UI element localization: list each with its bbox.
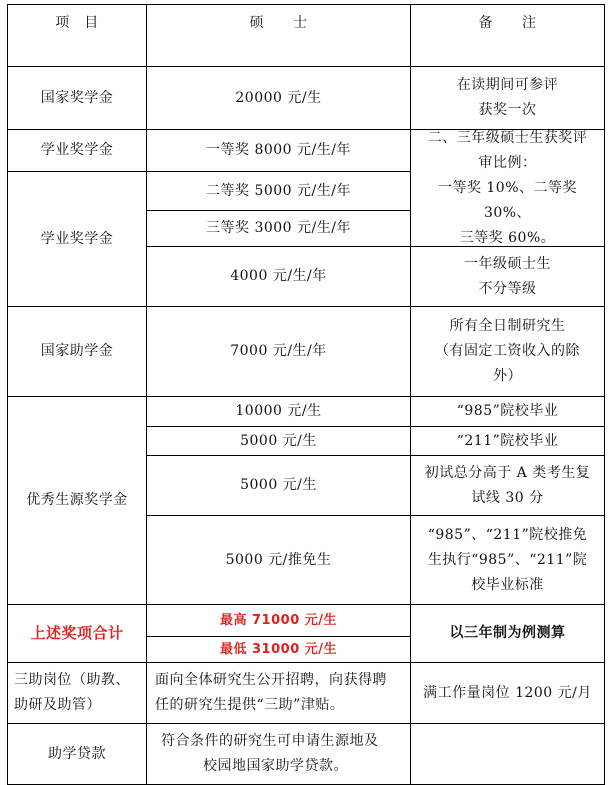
excellent-985-remark: “985”院校毕业 xyxy=(456,403,559,419)
three-assist-desc: 面向全体研究生公开招聘，向获得聘 任的研究生提供“三助”津贴。 xyxy=(155,672,387,713)
total-remark: 以三年制为例测算 xyxy=(449,625,566,641)
total-min: 最低 31000 元/生 xyxy=(219,642,338,657)
loan-desc: 符合条件的研究生可申请生源地及 校园地国家助学贷款。 xyxy=(161,733,379,774)
three-assist-name: 三助岗位（助教、 助研及助管） xyxy=(14,672,130,713)
three-assist-remark: 满工作量岗位 1200 元/月 xyxy=(423,684,592,701)
academic-third-prize-amount: 三等奖 3000 元/生/年 xyxy=(206,220,351,236)
academic-first-year-remark: 一年级硕士生 不分等级 xyxy=(464,255,551,297)
national-scholarship-amount: 20000 元/生 xyxy=(235,89,322,106)
national-grant-remark: 所有全日制研究生 （有固定工资收入的除 外） xyxy=(435,318,580,384)
loan-remark xyxy=(411,724,604,784)
table-border-right xyxy=(604,4,605,785)
national-scholarship-name: 国家奖学金 xyxy=(40,89,114,106)
excellent-score-amount: 5000 元/生 xyxy=(240,477,317,493)
academic-ratio-remark: 二、三年级硕士生获奖评 审比例： 一等奖 10%、二等奖 30%、 三等奖 60%。 xyxy=(427,129,588,246)
total-max: 最高 71000 元/生 xyxy=(219,613,338,628)
excellent-211-amount: 5000 元/生 xyxy=(240,432,317,449)
academic-second-prize-amount: 二等奖 5000 元/生/年 xyxy=(206,182,351,199)
excellent-recommend-remark: “985”、“211”院校推免 生执行“985”、“211”院 校毕业标准 xyxy=(427,526,588,593)
header-master: 硕 士 xyxy=(249,14,308,31)
national-grant-amount: 7000 元/生/年 xyxy=(230,343,327,359)
header-item: 项 目 xyxy=(55,14,99,31)
excellent-211-remark: “211”院校毕业 xyxy=(456,432,559,449)
header-remark: 备 注 xyxy=(478,14,537,31)
loan-name: 助学贷款 xyxy=(48,745,106,762)
excellent-score-remark: 初试总分高于 A 类考生复 试线 30 分 xyxy=(424,464,591,506)
academic-scholarship-name-1: 学业奖学金 xyxy=(40,142,114,158)
academic-scholarship-name-2: 学业奖学金 xyxy=(40,230,114,247)
excellent-source-name: 优秀生源奖学金 xyxy=(26,492,128,508)
national-scholarship-remark: 在读期间可参评 获奖一次 xyxy=(456,77,559,118)
academic-first-prize-amount: 一等奖 8000 元/生/年 xyxy=(206,142,351,158)
excellent-recommend-amount: 5000 元/推免生 xyxy=(225,551,332,568)
national-grant-name: 国家助学金 xyxy=(40,343,114,359)
excellent-985-amount: 10000 元/生 xyxy=(235,403,322,419)
academic-first-year-amount: 4000 元/生/年 xyxy=(230,268,327,284)
total-name: 上述奖项合计 xyxy=(30,624,124,642)
